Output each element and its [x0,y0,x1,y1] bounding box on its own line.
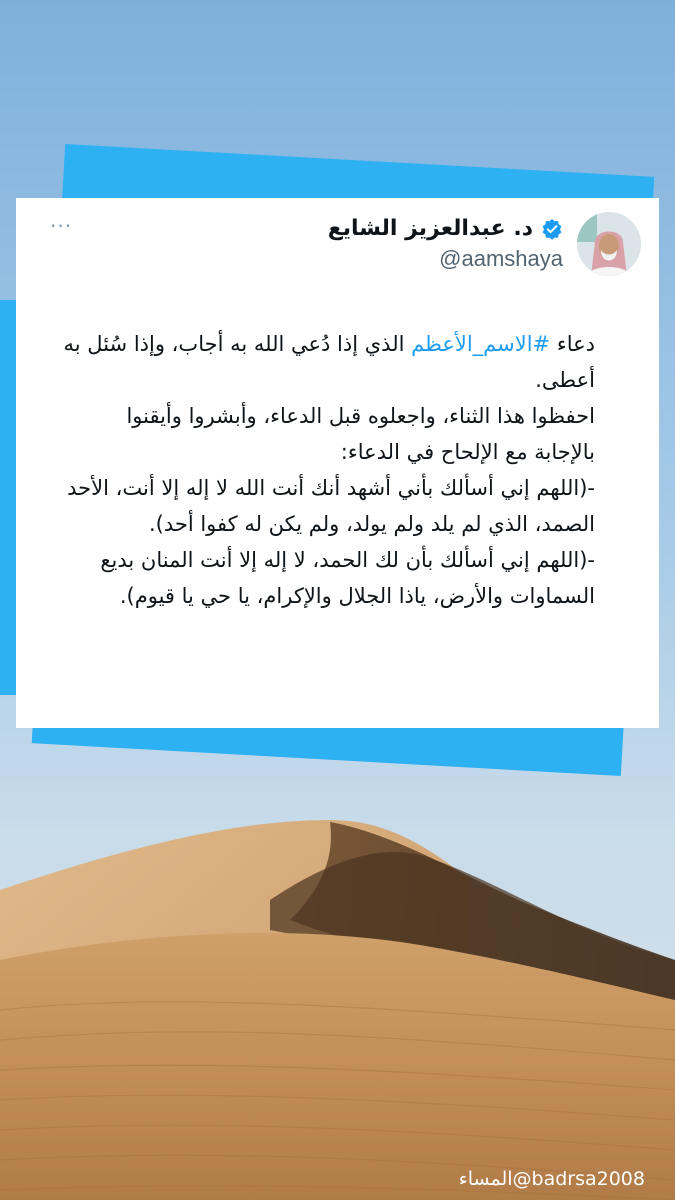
avatar[interactable] [577,212,641,276]
watermark-text: المساء@badrsa2008 [458,1168,645,1190]
author-name-row[interactable] [328,216,563,241]
author-handle[interactable]: @aamshaya [439,246,563,271]
verified-badge-icon [541,218,563,240]
tweet-paragraph-3: -(اللهم إني أسألك بأني أشهد أنك أنت الله لا إله إلا أنت، الأحد الصمد، الذي لم يلد ولم يولد، ولم يكن له كفوا أحد). [67,476,595,536]
more-options-icon[interactable]: ··· [50,214,73,238]
author-name[interactable]: د. عبدالعزيز الشايع [327,216,533,241]
tweet-card[interactable] [16,198,659,728]
hashtag-link[interactable]: #الاسم_الأعظم [411,332,551,356]
tweet-paragraph-2: احفظوا هذا الثناء، واجعلوه قبل الدعاء، وأبشروا وأيقنوا بالإجابة مع الإلحاح في الدعاء: [126,404,595,464]
tweet-paragraph-1 [62,326,595,398]
tweet-paragraph-4: -(اللهم إني أسألك بأن لك الحمد، لا إله إلا أنت المنان بديع السماوات والأرض، ياذا الجلال والإكرام، يا حي يا قيوم). [100,548,595,608]
tweet-text-segment: دعاء [550,332,595,356]
tweet-text-segment: الذي إذا دُعي الله به أجاب، وإذا سُئل به أعطى. [63,332,595,392]
tweet-text [62,326,595,614]
